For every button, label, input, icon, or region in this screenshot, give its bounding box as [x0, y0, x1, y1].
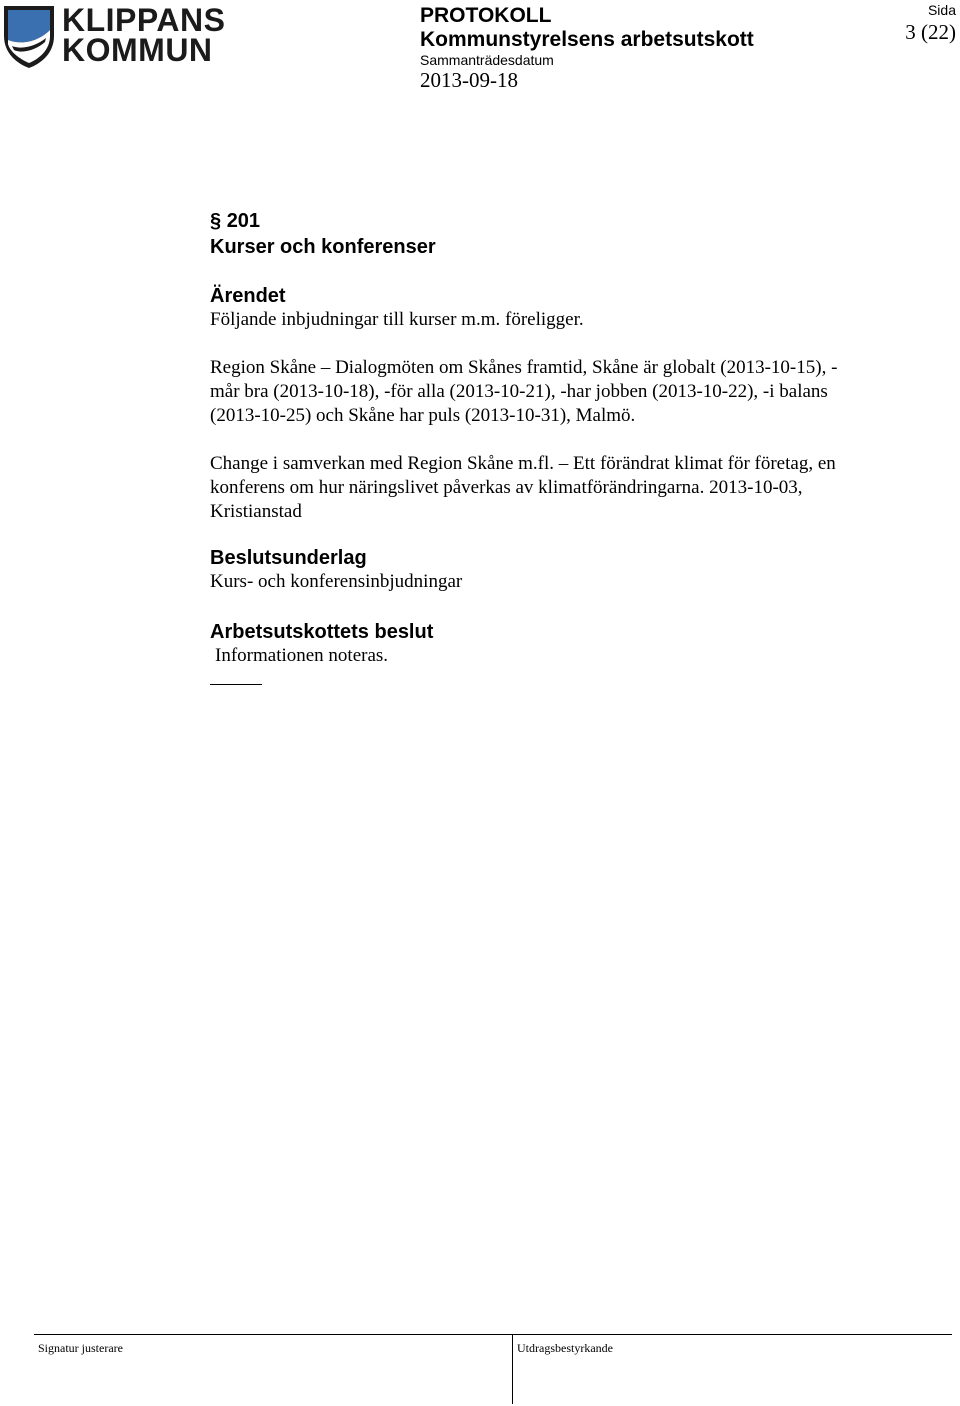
section-number-value: 201 [226, 210, 261, 232]
beslut-text: Informationen noteras. [215, 645, 389, 666]
section-title: Kurser och konferenser [210, 236, 436, 258]
page-number: 3 (22) [905, 20, 956, 44]
logo-line-1: KLIPPANS [62, 2, 226, 38]
municipality-logo [0, 0, 226, 72]
certification-label: Utdragsbestyrkande [517, 1341, 613, 1355]
beslut-heading: Arbetsutskottets beslut [210, 621, 434, 643]
arendet-paragraph-2 [210, 452, 920, 524]
paragraph-line: mår bra (2013-10-18), -för alla (2013-10-21), -har jobben (2013-10-22), -i balans [210, 381, 828, 402]
protocol-section [210, 208, 920, 685]
paragraph-line: (2013-10-25) och Skåne har puls (2013-10-31), Malmö. [210, 405, 636, 426]
logo-line-2: KOMMUN [62, 32, 213, 68]
paragraph-line: Region Skåne – Dialogmöten om Skånes framtid, Skåne är globalt (2013-10-15), - [210, 357, 838, 378]
paragraph-line: Change i samverkan med Region Skåne m.fl. – Ett förändrat klimat för företag, en [210, 453, 836, 474]
arendet-intro: Följande inbjudningar till kurser m.m. föreligger. [210, 309, 584, 330]
coat-of-arms-icon [0, 0, 58, 70]
footer-divider [512, 1334, 513, 1404]
document-type: PROTOKOLL [420, 4, 552, 27]
meeting-date: 2013-09-18 [420, 68, 518, 92]
beslutsunderlag-text: Kurs- och konferensinbjudningar [210, 571, 463, 592]
end-rule [210, 684, 262, 685]
arendet-paragraph-1 [210, 356, 920, 428]
page-label: Sida [927, 2, 956, 18]
paragraph-line: konferens om hur näringslivet påverkas av klimatförändringarna. 2013-10-03, [210, 477, 803, 498]
beslutsunderlag-heading: Beslutsunderlag [210, 547, 367, 569]
footer-rule [34, 1334, 952, 1335]
signature-label: Signatur justerare [38, 1341, 123, 1355]
section-number [210, 208, 920, 234]
meeting-date-label: Sammanträdesdatum [420, 52, 554, 68]
paragraph-line: Kristianstad [210, 501, 302, 522]
committee-name: Kommunstyrelsens arbetsutskott [420, 28, 754, 51]
section-sign: § [210, 210, 227, 232]
arendet-heading: Ärendet [210, 285, 286, 307]
